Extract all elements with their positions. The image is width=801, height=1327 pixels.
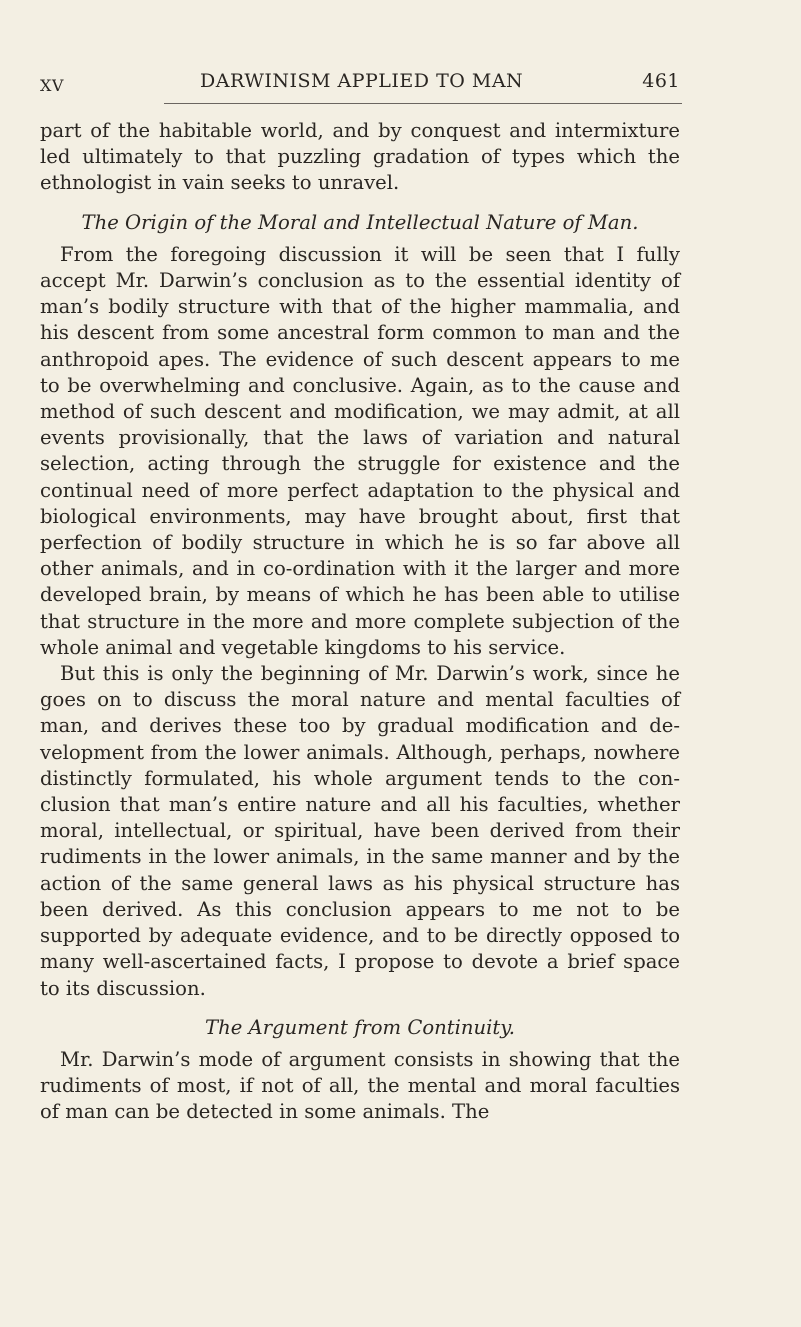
paragraph-1: From the foregoing discussion it will be seen that I fully accept Mr. Darwin’s conclusion as to the essential identity of man’s bodily structure with that of the higher mammalia, and his descent from some ancestral form common to man and the anthropoid apes. The evidence of such descent appears to me to be overwhelming and conclusive. Again, as to the cause and method of such descent and modification, we may admit, at all events provisionally, that the laws of variation and natural selection, acting through the struggle for existence and the continual need of more perfect adaptation to the physical and biological environments, may have brought about, first that perfection of bodily structure in which he is so far above all other animals, and in co-ordination with it the larger and more developed brain, by means of which he has been able to utilise that structure in the more and more complete subjection of the whole animal and vegetable kingdoms to his service.	[40, 242, 680, 659]
chapter-number: XV	[40, 76, 64, 95]
section-heading-origin: The Origin of the Moral and Intellectual Nature of Man.	[81, 210, 639, 234]
page-number: 461	[642, 70, 680, 92]
running-header	[40, 70, 680, 100]
body-text	[40, 118, 680, 1126]
paragraph-2: But this is only the beginning of Mr. Darwin’s work, since he goes on to discuss the moral nature and mental faculties of man, and derives these too by gradual modification and development from the lower animals. Although, perhaps, nowhere distinctly formulated, his whole argument tends to the conclusion that man’s entire nature and all his faculties, whether moral, intellectual, or spiritual, have been derived from their rudiments in the lower animals, in the same manner and by the action of the same general laws as his physical structure has been derived. As this conclusion appears to me not to be supported by adequate evidence, and to be directly opposed to many well-ascertained facts, I propose to devote a brief space to its discussion.	[40, 662, 680, 1000]
paragraph-continued: part of the habitable world, and by conquest and intermixture led ultimately to that puzzling gradation of types which the ethnologist in vain seeks to unravel.	[40, 119, 680, 195]
running-title: DARWINISM APPLIED TO MAN	[200, 70, 524, 92]
section-heading-continuity: The Argument from Continuity.	[205, 1015, 515, 1039]
paragraph-3: Mr. Darwin’s mode of argument consists in showing that the rudiments of most, if not of all, the mental and moral faculties of man can be detected in some animals. The	[40, 1047, 680, 1124]
header-rule	[164, 103, 682, 104]
